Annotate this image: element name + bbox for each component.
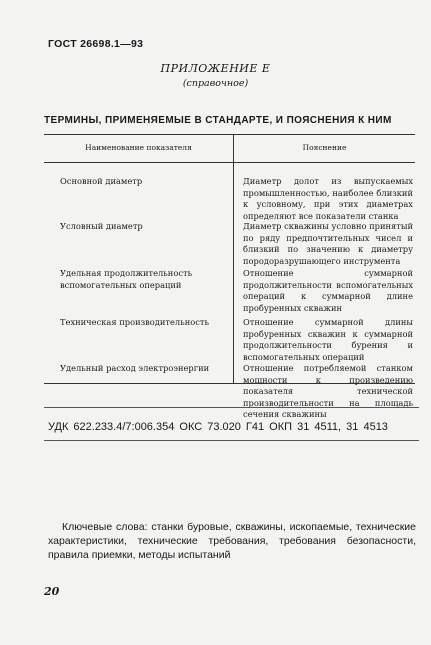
document-code: ГОСТ 26698.1—93 [48,38,144,50]
table-row-definition: Диаметр долот из выпускаемых промышленностью, наиболее близкий к условному, при этих диаметрах определяют все показатели станка [243,176,413,221]
keywords-paragraph: Ключевые слова: станки буровые, скважины, ископаемые, технические характеристики, технические требования, требования безопасности, правила приемки, методы испытаний [48,521,416,561]
classification-top-rule [44,407,419,408]
table-row-term: Основной диаметр [60,176,143,186]
table-row-definition: Диаметр скважины условно принятый по ряду предпочтительных чисел и близкий по значению к диаметру породоразрушающего инструмента [243,221,413,266]
column-header-definition: Пояснение [302,143,347,152]
column-header-term: Наименование показателя [85,143,192,152]
page-number: 20 [44,585,60,598]
table-row-term: Удельная продолжительность вспомогательных операций [60,268,193,290]
table-top-border [44,134,415,135]
classification-bottom-rule [44,440,419,441]
appendix-subtitle: (справочное) [182,78,249,89]
table-row-term: Условный диаметр [60,221,143,231]
section-title: ТЕРМИНЫ, ПРИМЕНЯЕМЫЕ В СТАНДАРТЕ, И ПОЯСНЕНИЯ К НИМ [44,115,392,126]
table-row-definition: Отношение суммарной длины пробуренных скважин к суммарной продолжительности бурения и вспомогательных операций [243,317,413,362]
terms-table [44,134,415,419]
table-row-definition: Отношение потребляемой станком мощности к произведению показателя технической производительности на площадь сечения скважины [243,363,413,419]
table-row-term: Техническая производительность [60,317,209,327]
classification-codes: УДК 622.233.4/7:006.354 ОКС 73.020 Г41 ОКП 31 4511, 31 4513 [48,421,388,433]
table-row-definition: Отношение суммарной продолжительности вспомогательных операций к суммарной длине пробуренных скважин [243,268,413,313]
appendix-title: ПРИЛОЖЕНИЕ Е [160,62,271,75]
table-column-divider [233,134,234,384]
table-header-border [44,162,415,163]
table-row-term: Удельный расход электроэнергии [60,363,210,373]
